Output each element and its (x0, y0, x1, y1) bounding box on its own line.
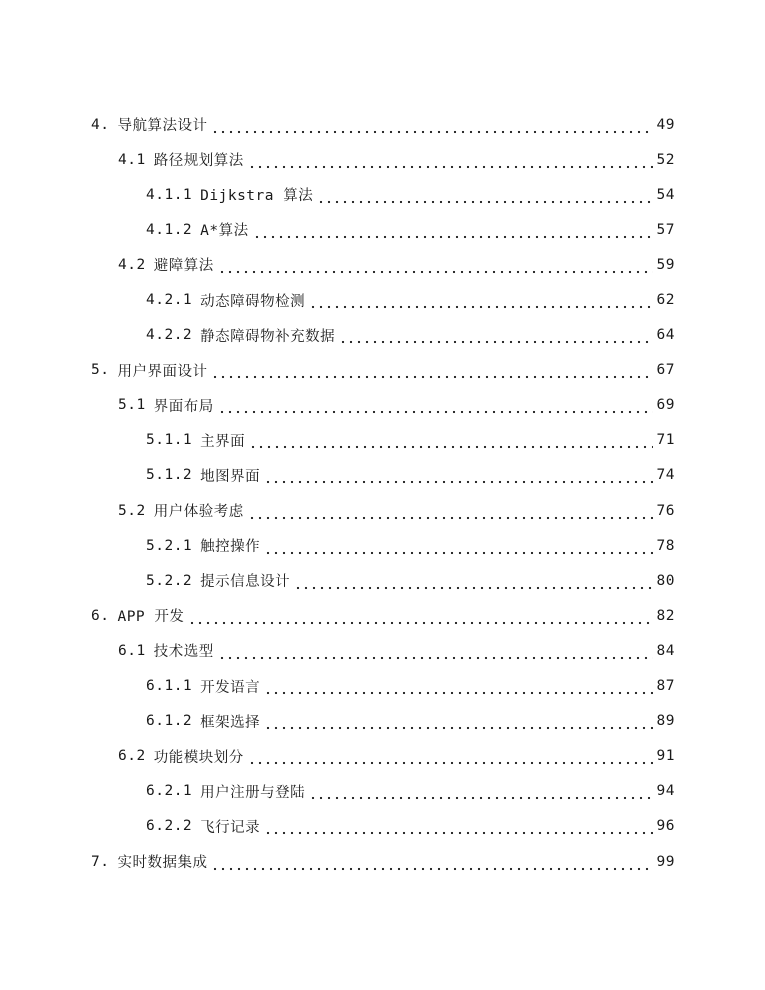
dot-leader (211, 857, 652, 871)
toc-entry[interactable] (0, 493, 765, 528)
dot-leader (218, 646, 653, 660)
dot-leader (248, 751, 653, 765)
toc-entry-number: 5.1.1 (146, 432, 193, 449)
toc-entry-page-number: 78 (656, 537, 675, 554)
toc-entry-page-number: 80 (656, 572, 675, 589)
toc-entry-number: 7. (91, 853, 110, 870)
dot-leader (188, 611, 652, 625)
toc-entry-page-number: 91 (656, 748, 675, 765)
toc-entry-number: 6.2.1 (146, 783, 193, 800)
dot-leader (264, 541, 652, 555)
toc-entry[interactable] (0, 844, 765, 879)
toc-entry-page-number: 69 (656, 397, 675, 414)
toc-entry-page-number: 74 (656, 467, 675, 484)
dot-leader (253, 225, 653, 239)
toc-entry-page-number: 71 (656, 432, 675, 449)
dot-leader (309, 295, 652, 309)
toc-entry-title: 提示信息设计 (200, 574, 291, 591)
dot-leader (339, 330, 652, 344)
toc-entry-number: 6.2.2 (146, 818, 193, 835)
toc-entry-page-number: 49 (656, 116, 675, 133)
toc-entry-title: 用户界面设计 (117, 363, 208, 380)
toc-entry-page-number: 89 (656, 713, 675, 730)
toc-entry[interactable] (0, 353, 765, 388)
toc-entry-number: 4.1.2 (146, 221, 193, 238)
toc-entry-title: 路径规划算法 (153, 153, 244, 170)
toc-entry-page-number: 52 (656, 151, 675, 168)
toc-entry-title: 技术选型 (153, 644, 214, 661)
toc-entry-title: 实时数据集成 (117, 855, 208, 872)
toc-entry-number: 6.1.1 (146, 678, 193, 695)
toc-entry-page-number: 94 (656, 783, 675, 800)
toc-entry[interactable] (0, 318, 765, 353)
dot-leader (218, 260, 653, 274)
toc-entry[interactable] (0, 739, 765, 774)
toc-entry-number: 4.1 (118, 151, 146, 168)
toc-entry-number: 5.2.1 (146, 537, 193, 554)
toc-entry-number: 6.2 (118, 748, 146, 765)
dot-leader (264, 821, 652, 835)
toc-entry-number: 4. (91, 116, 110, 133)
toc-entry-title: 用户体验考虑 (153, 504, 244, 521)
dot-leader (294, 576, 652, 590)
toc-entry[interactable] (0, 809, 765, 844)
toc-entry[interactable] (0, 247, 765, 282)
toc-entry-title: 地图界面 (200, 468, 261, 485)
toc-entry-title: 主界面 (200, 433, 246, 450)
toc-entry[interactable] (0, 598, 765, 633)
toc-entry[interactable] (0, 142, 765, 177)
toc-entry-page-number: 57 (656, 221, 675, 238)
toc-entry-page-number: 76 (656, 502, 675, 519)
toc-entry[interactable] (0, 633, 765, 668)
dot-leader (249, 435, 652, 449)
toc-entry-page-number: 62 (656, 292, 675, 309)
toc-entry[interactable] (0, 528, 765, 563)
toc-entry-title: 用户注册与登陆 (200, 784, 306, 801)
toc-entry-title: 避障算法 (153, 258, 214, 275)
dot-leader (218, 400, 653, 414)
toc-entry[interactable] (0, 177, 765, 212)
toc-entry-number: 6.1 (118, 642, 146, 659)
toc-entry-page-number: 87 (656, 678, 675, 695)
toc-entry-title: 导航算法设计 (117, 118, 208, 135)
toc-entry-title: 触控操作 (200, 539, 261, 556)
toc-entry-title: 动态障碍物检测 (200, 293, 306, 310)
toc-entry-page-number: 84 (656, 642, 675, 659)
toc-entry[interactable] (0, 774, 765, 809)
toc-entry-title: 框架选择 (200, 714, 261, 731)
dot-leader (248, 155, 653, 169)
toc-entry-number: 4.2 (118, 256, 146, 273)
table-of-contents (0, 107, 765, 879)
toc-entry[interactable] (0, 107, 765, 142)
dot-leader (248, 506, 653, 520)
toc-entry-number: 5. (91, 362, 110, 379)
dot-leader (317, 190, 652, 204)
toc-entry-title: 飞行记录 (200, 819, 261, 836)
toc-entry-number: 5.1 (118, 397, 146, 414)
dot-leader (264, 681, 652, 695)
toc-entry-page-number: 54 (656, 186, 675, 203)
toc-entry-number: 5.2.2 (146, 572, 193, 589)
toc-entry-page-number: 64 (656, 327, 675, 344)
toc-entry-page-number: 96 (656, 818, 675, 835)
toc-entry-title: A*算法 (200, 223, 249, 240)
toc-entry-number: 5.2 (118, 502, 146, 519)
toc-entry-title: 开发语言 (200, 679, 261, 696)
toc-entry-page-number: 67 (656, 362, 675, 379)
dot-leader (211, 365, 652, 379)
dot-leader (211, 120, 652, 134)
dot-leader (309, 786, 652, 800)
toc-entry[interactable] (0, 388, 765, 423)
toc-entry[interactable] (0, 282, 765, 317)
dot-leader (264, 470, 652, 484)
toc-entry-number: 6. (91, 607, 110, 624)
toc-entry[interactable] (0, 563, 765, 598)
toc-entry[interactable] (0, 669, 765, 704)
toc-entry-title: 静态障碍物补充数据 (200, 328, 336, 345)
toc-entry-number: 4.2.2 (146, 327, 193, 344)
toc-entry-number: 4.2.1 (146, 292, 193, 309)
toc-entry-page-number: 82 (656, 607, 675, 624)
toc-entry-title: 界面布局 (153, 398, 214, 415)
dot-leader (264, 716, 652, 730)
toc-entry-title: Dijkstra 算法 (200, 188, 314, 205)
toc-entry-title: APP 开发 (117, 609, 185, 626)
toc-entry[interactable] (0, 423, 765, 458)
toc-entry-page-number: 59 (656, 256, 675, 273)
toc-entry-number: 5.1.2 (146, 467, 193, 484)
toc-entry-title: 功能模块划分 (153, 749, 244, 766)
toc-entry-number: 6.1.2 (146, 713, 193, 730)
toc-entry[interactable] (0, 212, 765, 247)
toc-entry[interactable] (0, 458, 765, 493)
toc-entry-page-number: 99 (656, 853, 675, 870)
toc-entry[interactable] (0, 704, 765, 739)
toc-entry-number: 4.1.1 (146, 186, 193, 203)
